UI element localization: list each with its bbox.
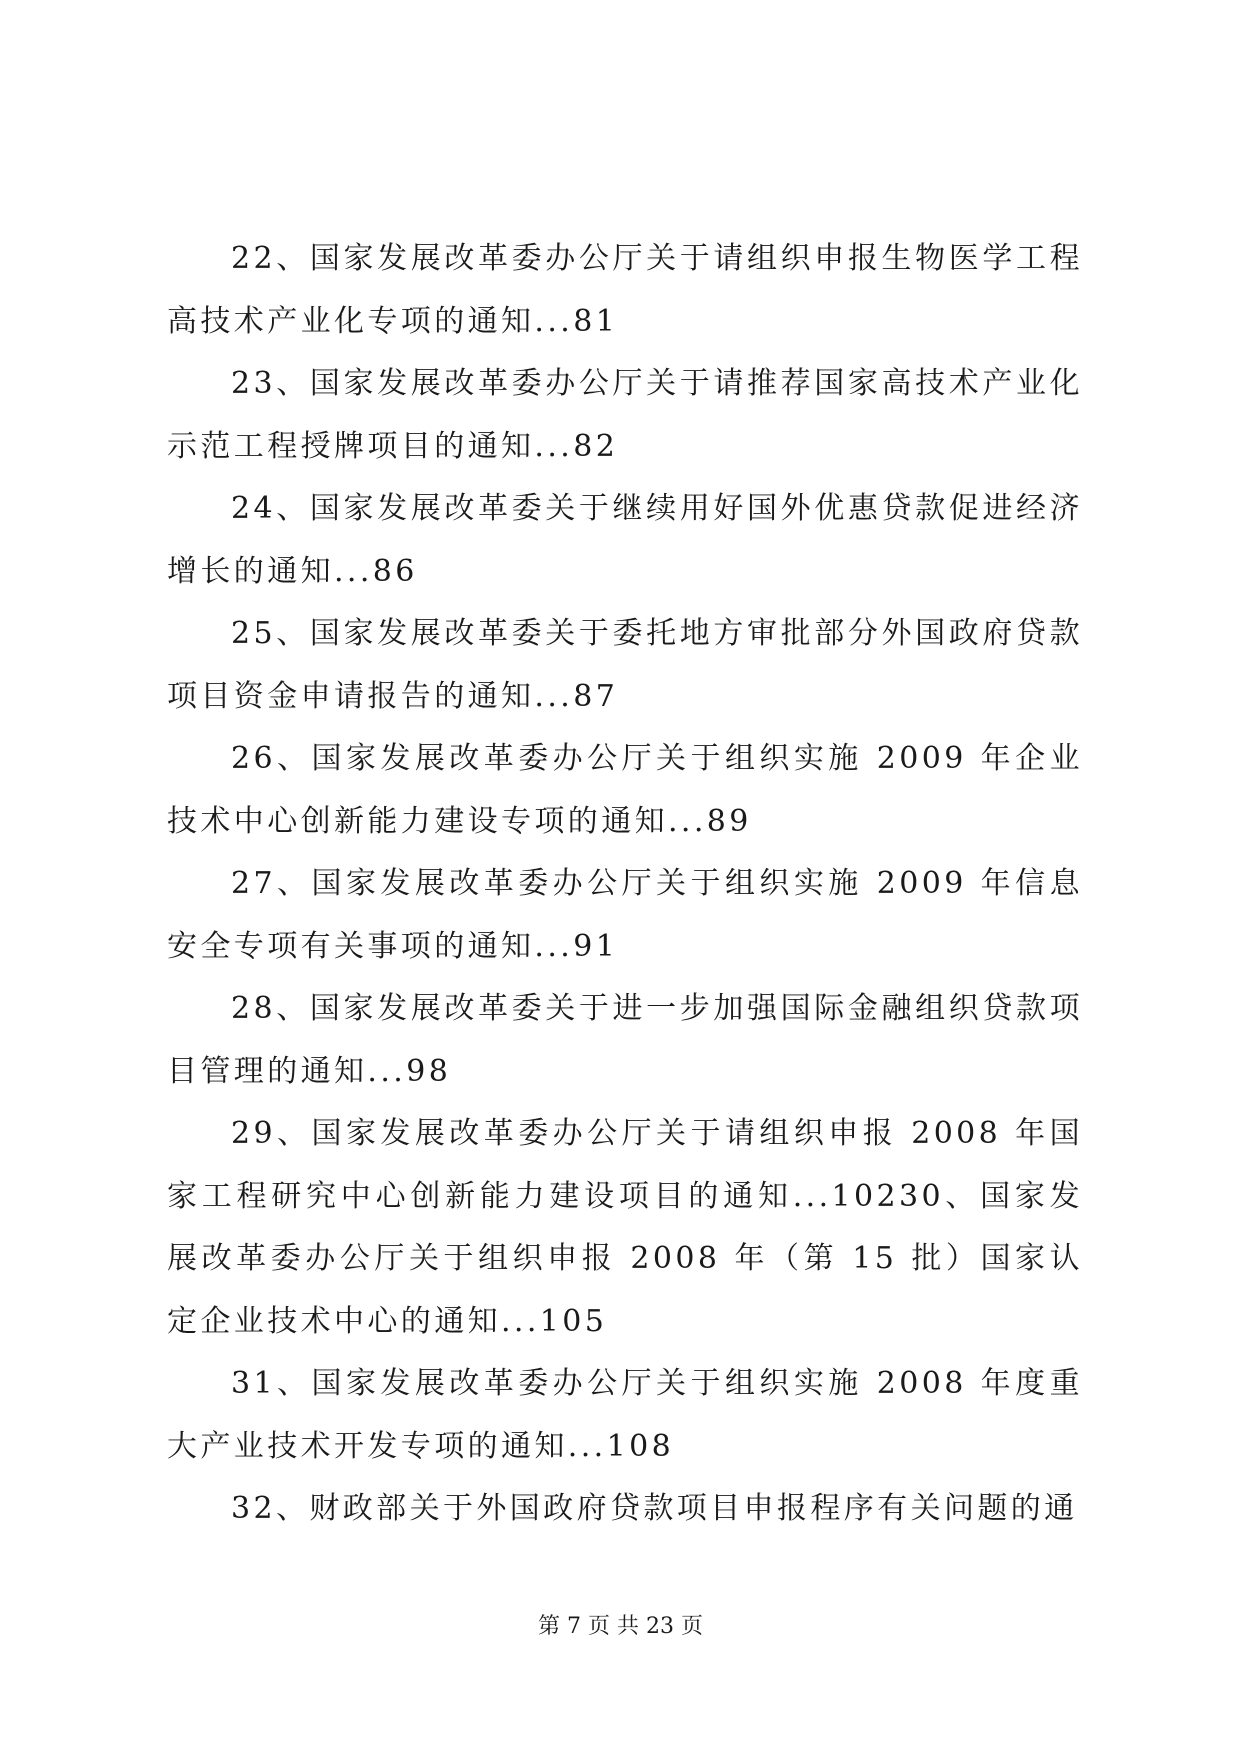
toc-list	[167, 228, 1083, 1541]
toc-entry-32: 32、财政部关于外国政府贷款项目申报程序有关问题的通	[231, 1491, 1078, 1526]
toc-entry-29-30: 29、国家发展改革委办公厅关于请组织申报 2008 年国家工程研究中心创新能力建设项目的通知...10230、国家发展改革委办公厅关于组织申报 2008 年（第 15 批）国家认定企业技术中心的通知...105	[167, 1116, 1083, 1339]
toc-entry-28: 28、国家发展改革委关于进一步加强国际金融组织贷款项目管理的通知...98	[167, 991, 1083, 1089]
page-footer: 第 7 页 共 23 页	[538, 1614, 703, 1639]
toc-entry-24: 24、国家发展改革委关于继续用好国外优惠贷款促进经济增长的通知...86	[167, 491, 1083, 589]
toc-entry-31: 31、国家发展改革委办公厅关于组织实施 2008 年度重大产业技术开发专项的通知...108	[167, 1366, 1083, 1464]
toc-entry-27: 27、国家发展改革委办公厅关于组织实施 2009 年信息安全专项有关事项的通知...91	[167, 866, 1083, 964]
toc-entry-25: 25、国家发展改革委关于委托地方审批部分外国政府贷款项目资金申请报告的通知...87	[167, 616, 1083, 714]
toc-entry-22: 22、国家发展改革委办公厅关于请组织申报生物医学工程高技术产业化专项的通知...81	[167, 241, 1083, 339]
toc-entry-23: 23、国家发展改革委办公厅关于请推荐国家高技术产业化示范工程授牌项目的通知...82	[167, 366, 1083, 464]
toc-entry-26: 26、国家发展改革委办公厅关于组织实施 2009 年企业技术中心创新能力建设专项的通知...89	[167, 741, 1083, 839]
